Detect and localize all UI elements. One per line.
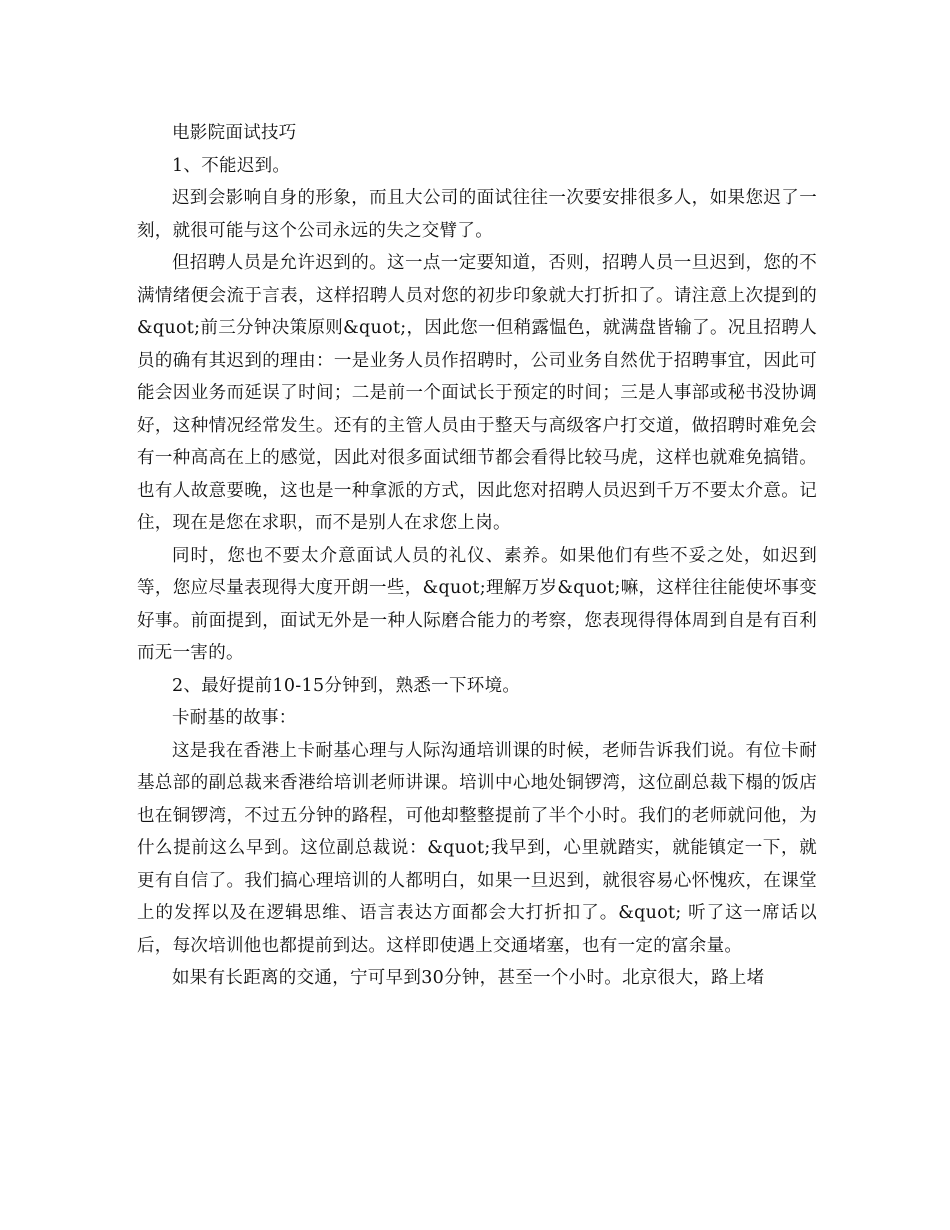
document-body	[137, 117, 817, 995]
document-title: 电影院面试技巧	[172, 123, 297, 143]
section-heading-2: 2、最好提前10-15分钟到，熟悉一下环境。	[172, 675, 521, 696]
paragraph: 如果有长距离的交通，宁可早到30分钟，甚至一个小时。北京很大，路上堵	[172, 968, 765, 988]
paragraph: 这是我在香港上卡耐基心理与人际沟通培训课的时候，老师告诉我们说。有位卡耐基总部的副总裁来香港给培训老师讲课。培训中心地处铜锣湾，这位副总裁下榻的饭店也在铜锣湾，不过五分钟的路程，可他却整整提前了半个小时。我们的老师就问他，为什么提前这么早到。这位副总裁说：&quot;我早到，心里就踏实，就能镇定一下，就更有自信了。我们搞心理培训的人都明白，如果一旦迟到，就很容易心怀愧疚，在课堂上的发挥以及在逻辑思维、语言表达方面都会大打折扣了。&quot; 听了这一席话以后，每次培训他也都提前到达。这样即使遇上交通堵塞，也有一定的富余量。	[137, 740, 817, 956]
paragraph: 但招聘人员是允许迟到的。这一点一定要知道，否则，招聘人员一旦迟到，您的不满情绪便会流于言表，这样招聘人员对您的初步印象就大打折扣了。请注意上次提到的&quot;前三分钟决策原则&quot;，因此您一但稍露愠色，就满盘皆输了。况且招聘人员的确有其迟到的理由：一是业务人员作招聘时，公司业务自然优于招聘事宜，因此可能会因业务而延误了时间；二是前一个面试长于预定的时间；三是人事部或秘书没协调好，这种情况经常发生。还有的主管人员由于整天与高级客户打交道，做招聘时难免会有一种高高在上的感觉，因此对很多面试细节都会看得比较马虎，这样也就难免搞错。也有人故意要晚，这也是一种拿派的方式，因此您对招聘人员迟到千万不要太介意。记住，现在是您在求职，而不是别人在求您上岗。	[137, 253, 817, 533]
paragraph: 迟到会影响自身的形象，而且大公司的面试往往一次要安排很多人，如果您迟了一刻，就很可能与这个公司永远的失之交臂了。	[137, 188, 817, 241]
section-heading-1: 1、不能迟到。	[172, 155, 291, 176]
subheading: 卡耐基的故事：	[172, 708, 297, 728]
paragraph: 同时，您也不要太介意面试人员的礼仪、素养。如果他们有些不妥之处，如迟到等，您应尽量表现得大度开朗一些，&quot;理解万岁&quot;嘛，这样往往能使坏事变好事。前面提到，面试无外是一种人际磨合能力的考察，您表现得得体周到自是有百利而无一害的。	[137, 545, 817, 663]
